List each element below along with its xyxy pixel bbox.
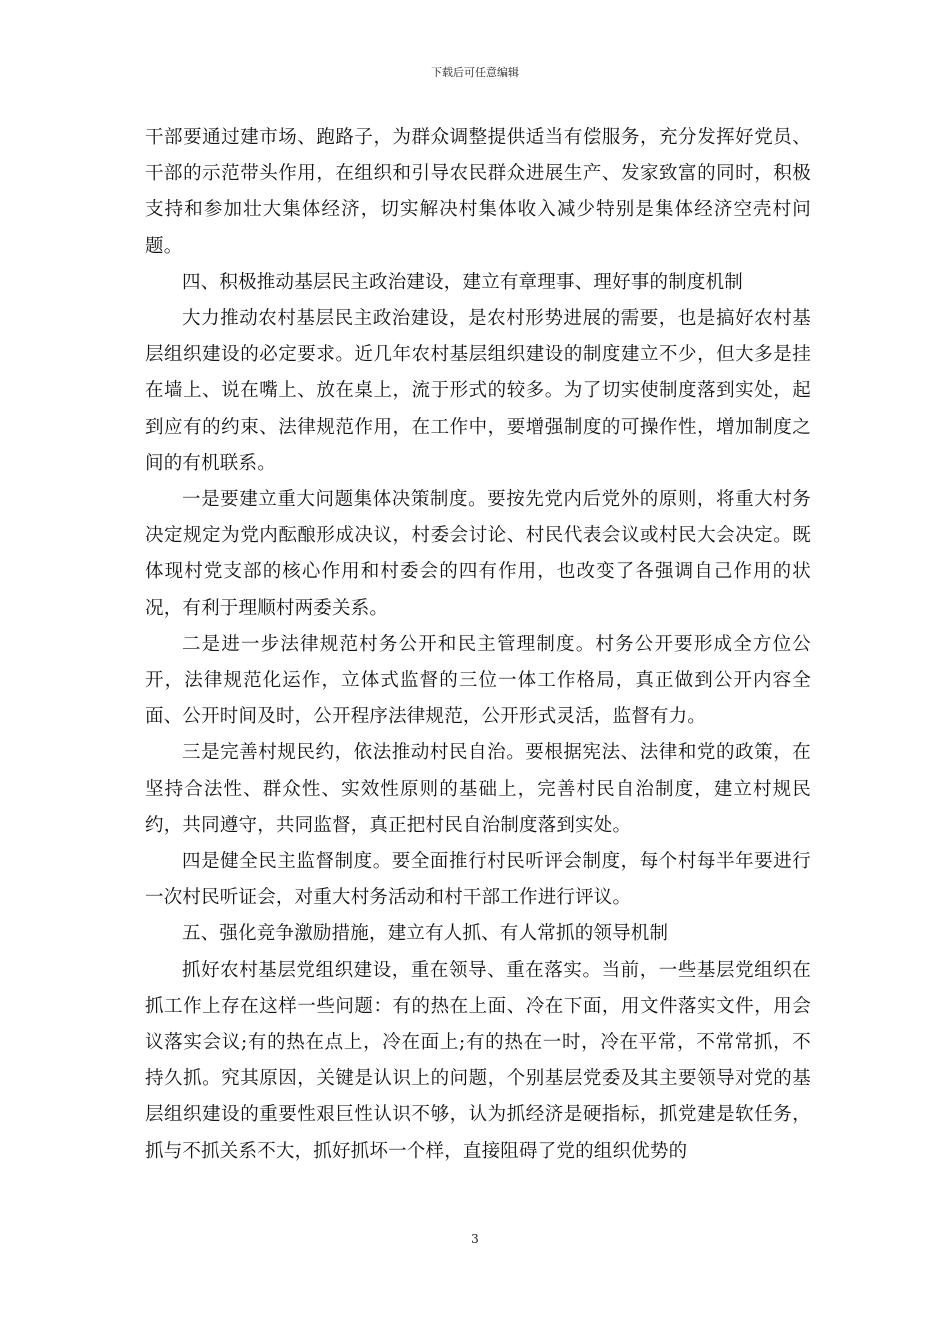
paragraph: 二是进一步法律规范村务公开和民主管理制度。村务公开要形成全方位公开，法律规范化运作，立体式监督的三位一体工作格局，真正做到公开内容全面、公开时间及时，公开程序法律规范，公开形式灵活，监督有力。 <box>145 633 811 728</box>
paragraph: 四是健全民主监督制度。要全面推行村民听评会制度，每个村每半年要进行一次村民听证会，对重大村务活动和村干部工作进行评议。 <box>145 851 811 909</box>
paragraph: 抓好农村基层党组织建设，重在领导、重在落实。当前，一些基层党组织在抓工作上存在这样一些问题：有的热在上面、冷在下面，用文件落实文件，用会议落实会议;有的热在点上，冷在面上;有的热在一时，冷在平常，不常常抓，不持久抓。究其原因，关键是认识上的问题，个别基层党委及其主要领导对党的基层组织建设的重要性艰巨性认识不够，认为抓经济是硬指标，抓党建是软任务，抓与不抓关系不大，抓好抓坏一个样，直接阻碍了党的组织优势的 <box>145 959 811 1162</box>
document-body <box>145 120 811 1170</box>
paragraph: 三是完善村规民约，依法推动村民自治。要根据宪法、法律和党的政策，在坚持合法性、群众性、实效性原则的基础上，完善村民自治制度，建立村规民约，共同遵守，共同监督，真正把村民自治制度落到实处。 <box>145 742 811 836</box>
paragraph-continued: 干部要通过建市场、跑路子，为群众调整提供适当有偿服务，充分发挥好党员、干部的示范带头作用，在组织和引导农民群众进展生产、发家致富的同时，积极支持和参加壮大集体经济，切实解决村集体收入减少特别是集体经济空壳村问题。 <box>145 127 811 257</box>
section-heading-four: 四、积极推动基层民主政治建设，建立有章理事、理好事的制度机制 <box>182 271 744 293</box>
paragraph: 一是要建立重大问题集体决策制度。要按先党内后党外的原则，将重大村务决定规定为党内酝酿形成决议，村委会讨论、村民代表会议或村民大会决定。既体现村党支部的核心作用和村委会的四有作用，也改变了各强调自己作用的状况，有利于理顺村两委关系。 <box>145 489 811 619</box>
page-header: 下载后可任意编辑 <box>431 66 519 79</box>
section-heading-five: 五、强化竞争激励措施，建立有人抓、有人常抓的领导机制 <box>182 923 669 945</box>
page-number: 3 <box>471 1232 479 1246</box>
paragraph: 大力推动农村基层民主政治建设，是农村形势进展的需要，也是搞好农村基层组织建设的必定要求。近几年农村基层组织建设的制度建立不少，但大多是挂在墙上、说在嘴上、放在桌上，流于形式的较多。为了切实使制度落到实处，起到应有的约束、法律规范作用，在工作中，要增强制度的可操作性，增加制度之间的有机联系。 <box>145 308 811 474</box>
